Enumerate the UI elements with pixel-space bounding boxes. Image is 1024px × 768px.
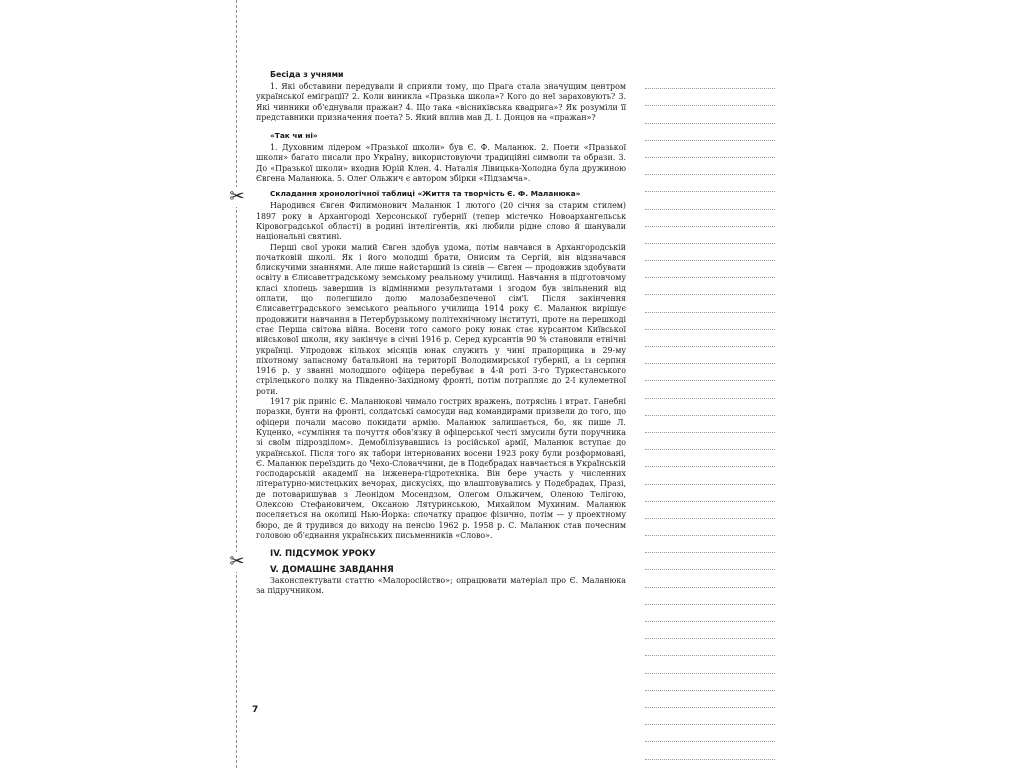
- note-line: [645, 89, 775, 106]
- note-line: [645, 261, 775, 278]
- note-line: [645, 674, 775, 691]
- note-line: [645, 295, 775, 312]
- note-line: [645, 691, 775, 708]
- note-line: [645, 433, 775, 450]
- true-false-heading: «Так чи ні»: [270, 131, 318, 141]
- note-line: [645, 192, 775, 209]
- note-line: [645, 210, 775, 227]
- homework-text: Законспектувати статтю «Малоросійство»; опрацювати матеріал про Є. Маланюка за підручником.: [256, 576, 626, 596]
- note-line: [645, 175, 775, 192]
- note-line: [645, 381, 775, 398]
- biography-paragraph: Перші свої уроки малий Євген здобув удома, потім навчався в Архангородській початковій школі. Як і його молодші брати, Онисим та Сергій, він відзначався блискучими знаннями. Але лише найстарший із синів — Євген — продовжив здобувати освіту в Єлисаветградському земському реальному училищі. Навчання в підготовчому класі хлопець завершив із відмінними результатами і згодом був звільнений від оплати, що полегшило долю малозабезпеченої сім'ї. Після закінчення Єлисаветградського земського реального училища 1914 року Є. Маланюк вирішує продовжити навчання в Петербурзькому політехнічному інституті, проте на перешкоді стає Перша світова війна. Восени того самого року юнак стає курсантом Київської військової школи, яку закінчує в січні 1916 р. Серед курсантів 90 % становили етнічні українці. Упродовж кількох місяців юнак служить у чині прапорщика в 29-му піхотному запасному батальйоні на території Володимирської губернії, а із серпня 1916 р. у званні молодшого офіцера перебуває в 4-й роті 3-го Туркестанського стрілецького полку на Південно-Західному фронті, потім потрапляє до 2-ї кулеметної роти.: [256, 242, 626, 396]
- true-false-statements: 1. Духовним лідером «Празької школи» був Є. Ф. Маланюк. 2. Поети «Празької школи» багато писали про Україну, використовуючи традиційні символи та образи. 3. До «Празької школи» входив Юрій Клен. 4. Наталія Лівицька-Холодна була дружиною Євгена Маланюка. 5. Олег Ольжич є автором збірки «Підзамча».: [256, 143, 626, 184]
- note-line: [645, 158, 775, 175]
- note-line: [645, 553, 775, 570]
- note-line: [645, 227, 775, 244]
- note-line: [645, 399, 775, 416]
- cut-line: [236, 0, 237, 768]
- note-line: [645, 485, 775, 502]
- scissors-icon: ✂: [226, 552, 248, 572]
- note-line: [645, 656, 775, 673]
- scissors-icon: ✂: [226, 187, 248, 207]
- note-line: [645, 364, 775, 381]
- note-line: [645, 622, 775, 639]
- note-line: [645, 124, 775, 141]
- note-line: [645, 278, 775, 295]
- note-line: [645, 605, 775, 622]
- summary-heading: IV. ПІДСУМОК УРОКУ: [270, 549, 376, 560]
- note-line: [645, 742, 775, 759]
- note-line: [645, 536, 775, 553]
- note-line: [645, 347, 775, 364]
- page-number: 7: [252, 705, 259, 715]
- note-line: [645, 588, 775, 605]
- note-line: [645, 450, 775, 467]
- conversation-questions: 1. Які обставини передували й сприяли тому, що Прага стала значущим центром української еміграції? 2. Коли виникла «Празька школа»? Кого до неї зараховують? 3. Які чинники об'єднували пражан? 4. Що така «вісниківська квадрига»? Як розуміли її представники призначення поета? 5. Який вплив мав Д. І. Донцов на «пражан»?: [256, 82, 626, 122]
- note-line: [645, 519, 775, 536]
- note-line: [645, 244, 775, 261]
- note-line: [645, 639, 775, 656]
- biography-paragraph: Народився Євген Филимонович Маланюк 1 лютого (20 січня за старим стилем) 1897 року в Архангороді Херсонської губернії (тепер містечко Новоархангельськ Кіровоградської області) в родині інтелігентів, які любили рідне слово й шанували національні святині.: [256, 201, 626, 242]
- lesson-content: [256, 70, 626, 597]
- homework-heading: V. ДОМАШНЄ ЗАВДАННЯ: [270, 565, 394, 576]
- table-heading: Складання хронологічної таблиці «Життя та творчість Є. Ф. Маланюка»: [270, 189, 581, 199]
- note-line: [645, 416, 775, 433]
- note-line: [645, 725, 775, 742]
- note-line: [645, 502, 775, 519]
- biography-paragraph: 1917 рік приніс Є. Маланюкові чимало гострих вражень, потрясінь і втрат. Ганебні поразки, бунти на фронті, солдатські самосуди над командирами призвели до того, що офіцери почали масово покидати армію. Маланюк залишається, бо, як пише Л. Куценко, «сумління та почуття обов'язку й офіцерської честі змусили бути поручника зі своїм підрозділом». Демобілізувавшись із російської армії, Маланюк вступає до української. Після того як табори інтернованих восени 1923 року були розформовані, Є. Маланюк переїздить до Чехо-Словаччини, де в Подєбрадах навчається в Українській господарській академії на інженера-гідротехніка. Він бере участь у численних літературно-мистецьких вечорах, дискусіях, що влаштовувались у Подєбрадах, Празі, де потоваришував з Леонідом Мосендзом, Олегом Ольжичем, Оленою Телігою, Олексою Стефановичем, Оксаною Лятуринською, Михайлом Мухиним. Маланюк поселяється на околиці Нью-Йорка: спочатку працює фізично, потім — у проектному бюро, де й трудився до виходу на пенсію 1962 р. 1958 р. С. Маланюк став почесним головою об'єднання українських письменників «Слово».: [256, 397, 626, 540]
- conversation-heading: Бесіда з учнями: [270, 70, 344, 79]
- note-line: [645, 330, 775, 347]
- note-line: [645, 72, 775, 89]
- note-line: [645, 106, 775, 123]
- notes-column: [645, 72, 775, 760]
- note-line: [645, 141, 775, 158]
- note-line: [645, 570, 775, 587]
- note-line: [645, 313, 775, 330]
- note-line: [645, 467, 775, 484]
- note-line: [645, 708, 775, 725]
